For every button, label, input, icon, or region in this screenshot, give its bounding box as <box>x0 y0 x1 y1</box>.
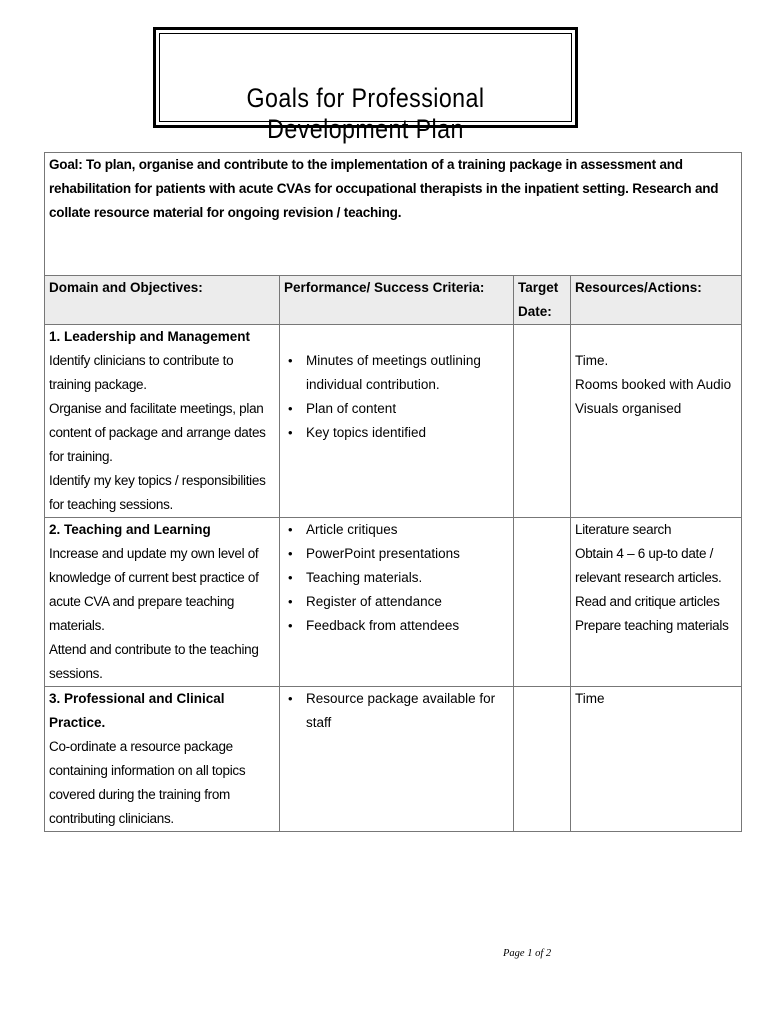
resources-cell: Literature search Obtain 4 – 6 up-to date / relevant research articles. Read and critique articles Prepare teaching materials <box>571 518 742 687</box>
criteria-item: • Minutes of meetings outlining individual contribution. <box>302 349 509 397</box>
criteria-item: • Article critiques <box>302 518 509 542</box>
header-target: Target Date: <box>514 276 571 325</box>
development-plan-table <box>44 152 742 832</box>
table-row <box>45 325 742 518</box>
resources-cell: Time. Rooms booked with Audio Visuals organised <box>571 325 742 518</box>
objectives-text: Co-ordinate a resource package containing information on all topics covered during the training from contributing clinicians. <box>49 739 246 826</box>
domain-cell <box>45 325 280 518</box>
page-title: Goals for Professional Development Plan <box>246 83 485 144</box>
criteria-item: • Feedback from attendees <box>302 614 509 638</box>
section-title: 3. Professional and Clinical Practice. <box>49 691 225 730</box>
section-title: 2. Teaching and Learning <box>49 522 211 537</box>
criteria-item: • Register of attendance <box>302 590 509 614</box>
header-performance: Performance/ Success Criteria: <box>280 276 514 325</box>
page-number: Page 1 of 2 <box>503 948 552 959</box>
target-date-cell <box>514 325 571 518</box>
goal-cell <box>45 153 742 276</box>
criteria-item: • Resource package available for staff <box>302 687 509 735</box>
header-domain: Domain and Objectives: <box>45 276 280 325</box>
target-date-cell <box>514 687 571 832</box>
table-row <box>45 687 742 832</box>
section-title: 1. Leadership and Management <box>49 329 251 344</box>
criteria-cell <box>280 325 514 518</box>
goal-text: Goal: To plan, organise and contribute to the implementation of a training package in assessment and rehabilitation for patients with acute CVAs for occupational therapists in the inpatient setting. Research and collate resource material for ongoing revision / teaching. <box>49 157 719 220</box>
domain-cell <box>45 687 280 832</box>
domain-cell <box>45 518 280 687</box>
title-box <box>153 27 578 144</box>
resources-cell: Time <box>571 687 742 832</box>
header-resources: Resources/Actions: <box>571 276 742 325</box>
table-row <box>45 518 742 687</box>
criteria-item: • Key topics identified <box>302 421 509 445</box>
objectives-text: Increase and update my own level of knowledge of current best practice of acute CVA and prepare teaching materials. Attend and contribute to the teaching sessions. <box>49 546 259 681</box>
target-date-cell <box>514 518 571 687</box>
objectives-text: Identify clinicians to contribute to training package. Organise and facilitate meetings, plan content of package and arrange dates for training. Identify my key topics / responsibilities for teaching sessions. <box>49 353 266 512</box>
criteria-cell <box>280 687 514 832</box>
criteria-item: • Plan of content <box>302 397 509 421</box>
criteria-item: • Teaching materials. <box>302 566 509 590</box>
criteria-item: • PowerPoint presentations <box>302 542 509 566</box>
criteria-cell <box>280 518 514 687</box>
